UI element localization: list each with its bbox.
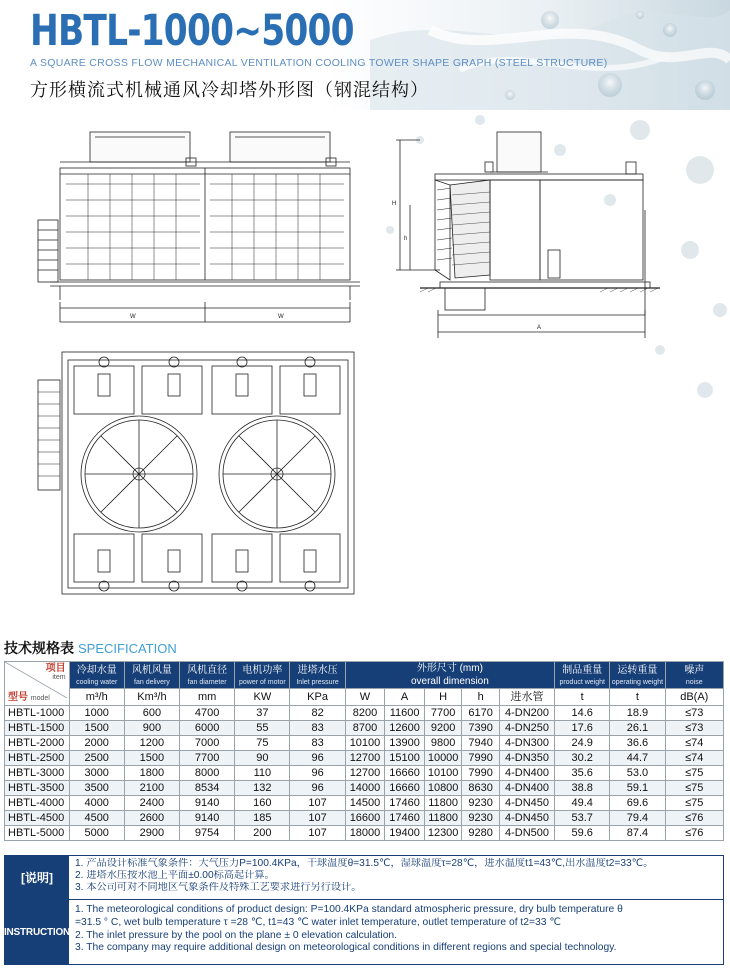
table-cell: 59.1 (610, 781, 665, 796)
table-cell: 4-DN400 (499, 766, 554, 781)
table-cell: 12600 (385, 721, 425, 736)
notes-en-text (75, 904, 719, 955)
table-cell: 24.9 (555, 736, 610, 751)
table-cell: 4700 (180, 706, 235, 721)
table-cell: 14000 (345, 781, 385, 796)
unit-cell: h (462, 689, 500, 706)
table-cell: 12300 (424, 826, 462, 841)
table-row (5, 796, 724, 811)
table-cell: 1500 (124, 751, 179, 766)
spec-table (4, 661, 724, 841)
table-cell: 15100 (385, 751, 425, 766)
unit-cell: 进水管 (499, 689, 554, 706)
notes-english (5, 900, 723, 964)
table-cell: 36.6 (610, 736, 665, 751)
table-cell: 185 (235, 811, 290, 826)
col-header: 电机功率 power of motor (235, 662, 290, 689)
spec-heading-cn: 技术规格表 (4, 640, 74, 656)
table-cell: 4-DN450 (499, 796, 554, 811)
table-cell: 7000 (180, 736, 235, 751)
table-cell: 4500 (69, 811, 124, 826)
table-cell: 9200 (424, 721, 462, 736)
table-cell: ≤74 (665, 736, 723, 751)
table-cell: 59.6 (555, 826, 610, 841)
table-cell: 110 (235, 766, 290, 781)
table-cell: 83 (290, 736, 345, 751)
table-cell: 8200 (345, 706, 385, 721)
table-cell: 11800 (424, 796, 462, 811)
notes-cn-text (75, 858, 719, 894)
note-line: 3. 本公司可对不同地区气象条件及特殊工艺要求进行另行设计。 (75, 882, 362, 893)
unit-cell: W (345, 689, 385, 706)
table-cell: 69.6 (610, 796, 665, 811)
spec-heading (4, 638, 177, 658)
table-cell: 2500 (69, 751, 124, 766)
table-cell: ≤75 (665, 781, 723, 796)
dim-a-label: A (537, 325, 542, 331)
note-line: 1. The meteorological conditions of product design: P=100.4KPa standard atmospheric pressure, dry bulb temperature θ (75, 904, 623, 915)
table-cell: 8630 (462, 781, 500, 796)
unit-cell: t (555, 689, 610, 706)
dim-h-upper-label: H (392, 201, 397, 207)
table-cell: 55 (235, 721, 290, 736)
note-line: 2. 进塔水压按水池上平面±0.00标高起计算。 (75, 870, 275, 881)
table-cell: 2000 (69, 736, 124, 751)
splash-bubbles (386, 115, 727, 398)
model-cell: HBTL-4000 (5, 796, 70, 811)
table-cell: 37 (235, 706, 290, 721)
table-cell: 7940 (462, 736, 500, 751)
model-cell: HBTL-4500 (5, 811, 70, 826)
table-cell: 2600 (124, 811, 179, 826)
table-cell: 87.4 (610, 826, 665, 841)
notes-en-label: INSTRUCTION (5, 900, 69, 964)
table-cell: 12700 (345, 751, 385, 766)
table-cell: 6000 (180, 721, 235, 736)
table-cell: 96 (290, 766, 345, 781)
table-cell: 8700 (345, 721, 385, 736)
table-cell: 1800 (124, 766, 179, 781)
model-cell: HBTL-1500 (5, 721, 70, 736)
table-cell: 1000 (69, 706, 124, 721)
table-cell: 10800 (424, 781, 462, 796)
table-cell: 35.6 (555, 766, 610, 781)
table-cell: 18.9 (610, 706, 665, 721)
model-cell: HBTL-3000 (5, 766, 70, 781)
model-cell: HBTL-2000 (5, 736, 70, 751)
model-cell: HBTL-1000 (5, 706, 70, 721)
table-cell: 4-DN250 (499, 721, 554, 736)
table-cell: 49.4 (555, 796, 610, 811)
note-line: 2. The inlet pressure by the pool on the plane ± 0 elevation calculation. (75, 929, 398, 941)
col-header: 进塔水压 Inlet pressure (290, 662, 345, 689)
dimension-group-header: 外形尺寸 (mm) overall dimension (345, 662, 554, 689)
table-cell: 6170 (462, 706, 500, 721)
corner-model-cn: 型号 (8, 692, 28, 703)
table-cell: 82 (290, 706, 345, 721)
unit-cell: A (385, 689, 425, 706)
plan-view (38, 352, 354, 594)
table-cell: 7990 (462, 766, 500, 781)
table-cell: 1200 (124, 736, 179, 751)
table-row (5, 706, 724, 721)
table-cell: ≤76 (665, 826, 723, 841)
table-cell: 14500 (345, 796, 385, 811)
table-cell: 160 (235, 796, 290, 811)
table-cell: 26.1 (610, 721, 665, 736)
table-cell: 14.6 (555, 706, 610, 721)
unit-cell: KPa (290, 689, 345, 706)
table-cell: 8000 (180, 766, 235, 781)
page-title: HBTL-1000~5000 (30, 6, 354, 56)
table-cell: 1500 (69, 721, 124, 736)
table-cell: 17.6 (555, 721, 610, 736)
table-cell: 90 (235, 751, 290, 766)
col-header: 冷却水量 cooling water (69, 662, 124, 689)
model-cell: HBTL-5000 (5, 826, 70, 841)
note-line: 3. The company may require additional design on meteorological conditions in different regions and special technology. (75, 942, 617, 954)
col-header: 运转重量 operating weight (610, 662, 665, 689)
table-cell: 2900 (124, 826, 179, 841)
table-cell: 83 (290, 721, 345, 736)
table-cell: 10000 (424, 751, 462, 766)
spec-units-row (5, 689, 724, 706)
corner-item-en: item (52, 674, 66, 681)
table-cell: ≤75 (665, 766, 723, 781)
col-header: 制品重量 product weight (555, 662, 610, 689)
table-cell: 38.8 (555, 781, 610, 796)
table-row (5, 736, 724, 751)
unit-cell: Km³/h (124, 689, 179, 706)
dim-w-label: W (278, 314, 284, 320)
table-cell: 44.7 (610, 751, 665, 766)
dim-w-label: W (130, 314, 136, 320)
table-cell: 107 (290, 826, 345, 841)
table-cell: 2100 (124, 781, 179, 796)
table-cell: 75 (235, 736, 290, 751)
table-row (5, 826, 724, 841)
table-cell: 200 (235, 826, 290, 841)
unit-cell: dB(A) (665, 689, 723, 706)
table-cell: 30.2 (555, 751, 610, 766)
table-cell: 7700 (424, 706, 462, 721)
table-cell: 3000 (69, 766, 124, 781)
technical-drawings (0, 110, 730, 630)
table-cell: 7990 (462, 751, 500, 766)
unit-cell: H (424, 689, 462, 706)
table-cell: 7700 (180, 751, 235, 766)
table-cell: 53.7 (555, 811, 610, 826)
table-cell: 13900 (385, 736, 425, 751)
table-cell: 7390 (462, 721, 500, 736)
table-cell: 4-DN500 (499, 826, 554, 841)
table-cell: 9230 (462, 796, 500, 811)
table-cell: ≤76 (665, 811, 723, 826)
spec-heading-en: SPECIFICATION (78, 641, 177, 656)
table-cell: 10100 (424, 766, 462, 781)
table-cell: ≤73 (665, 706, 723, 721)
notes-box (4, 855, 724, 965)
table-cell: 9754 (180, 826, 235, 841)
table-cell: 79.4 (610, 811, 665, 826)
table-cell: 900 (124, 721, 179, 736)
table-cell: 96 (290, 781, 345, 796)
table-cell: ≤75 (665, 796, 723, 811)
table-cell: 9280 (462, 826, 500, 841)
table-row (5, 781, 724, 796)
note-line: 1. 产品设计标准气象条件：大气压力P=100.4KPa，干球温度θ=31.5℃，湿球温度τ=28℃，进水温度t1=43℃,出水温度t2=33℃。 (75, 858, 654, 869)
corner-model-en: model (30, 695, 50, 702)
table-cell: 9230 (462, 811, 500, 826)
table-cell: 4-DN450 (499, 811, 554, 826)
table-cell: 4-DN300 (499, 736, 554, 751)
front-elevation (38, 132, 360, 322)
unit-cell: KW (235, 689, 290, 706)
table-cell: 11600 (385, 706, 425, 721)
table-cell: 132 (235, 781, 290, 796)
table-cell: 8534 (180, 781, 235, 796)
spec-header-row (5, 662, 724, 689)
table-cell: 18000 (345, 826, 385, 841)
table-cell: 5000 (69, 826, 124, 841)
table-cell: 12700 (345, 766, 385, 781)
side-section (392, 132, 660, 338)
table-cell: 107 (290, 796, 345, 811)
table-cell: 600 (124, 706, 179, 721)
subtitle-english: A SQUARE CROSS FLOW MECHANICAL VENTILATION COOLING TOWER SHAPE GRAPH (STEEL STRUCTURE) (30, 57, 608, 69)
table-cell: 9800 (424, 736, 462, 751)
corner-item-cn: 项目 (45, 663, 66, 674)
table-cell: 96 (290, 751, 345, 766)
model-cell: HBTL-3500 (5, 781, 70, 796)
note-line: =31.5 ° C, wet bulb temperature τ =28 ℃, t1=43 ℃ water inlet temperature, outlet temperature of t2=33 ℃ (75, 916, 561, 928)
table-row (5, 721, 724, 736)
model-cell: HBTL-2500 (5, 751, 70, 766)
col-header: 风机风量 fan delivery (124, 662, 179, 689)
table-cell: 9140 (180, 811, 235, 826)
table-row (5, 751, 724, 766)
page-header (0, 0, 730, 110)
col-header: 噪声 noise (665, 662, 723, 689)
table-cell: ≤73 (665, 721, 723, 736)
table-cell: 11800 (424, 811, 462, 826)
corner-header (5, 662, 70, 706)
table-cell: 16600 (345, 811, 385, 826)
table-cell: 4-DN200 (499, 706, 554, 721)
table-cell: 3500 (69, 781, 124, 796)
unit-cell: m³/h (69, 689, 124, 706)
table-cell: 17460 (385, 811, 425, 826)
table-cell: 9140 (180, 796, 235, 811)
subtitle-chinese: 方形横流式机械通风冷却塔外形图（钢混结构） (30, 80, 429, 100)
notes-cn-label: [说明] (5, 856, 69, 899)
notes-chinese (5, 856, 723, 900)
spec-table-body (5, 706, 724, 841)
table-cell: 17460 (385, 796, 425, 811)
table-cell: 2400 (124, 796, 179, 811)
unit-cell: t (610, 689, 665, 706)
table-cell: 4-DN400 (499, 781, 554, 796)
table-row (5, 811, 724, 826)
col-header: 风机直径 fan diameter (180, 662, 235, 689)
unit-cell: mm (180, 689, 235, 706)
table-cell: 10100 (345, 736, 385, 751)
table-cell: ≤74 (665, 751, 723, 766)
table-cell: 16660 (385, 766, 425, 781)
dim-h-lower-label: h (404, 236, 408, 242)
table-cell: 16660 (385, 781, 425, 796)
table-cell: 4000 (69, 796, 124, 811)
table-cell: 4-DN350 (499, 751, 554, 766)
table-cell: 53.0 (610, 766, 665, 781)
table-cell: 107 (290, 811, 345, 826)
table-row (5, 766, 724, 781)
table-cell: 19400 (385, 826, 425, 841)
